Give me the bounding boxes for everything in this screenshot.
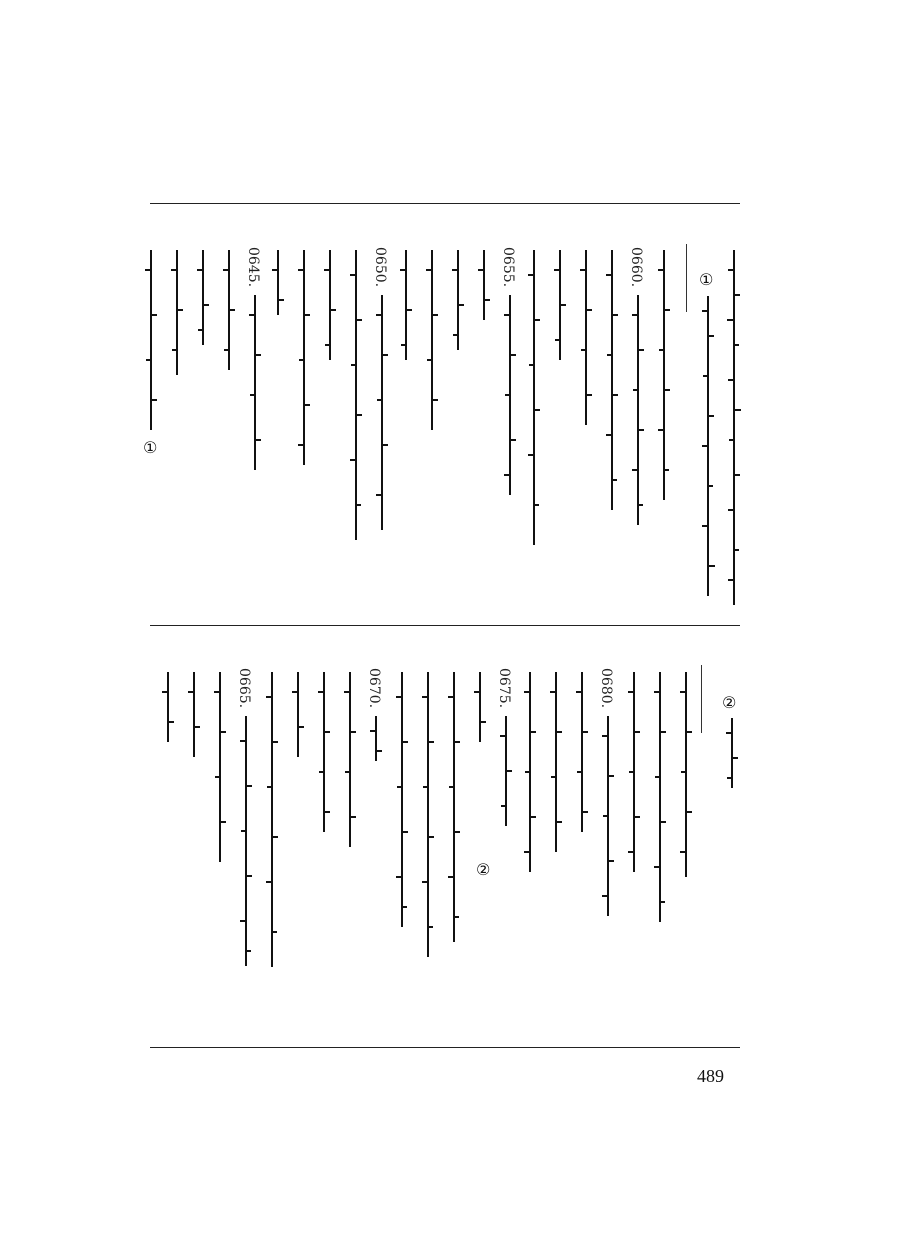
mongolian-text-line xyxy=(598,716,618,916)
mongolian-text-line xyxy=(236,716,256,966)
line-number: 0670. xyxy=(366,668,382,709)
mongolian-text-line xyxy=(448,250,468,350)
mongolian-text-line xyxy=(294,250,314,465)
mongolian-text-line xyxy=(676,672,696,877)
top-rule xyxy=(150,203,740,204)
mongolian-text-line xyxy=(262,672,282,967)
mongolian-text-line xyxy=(392,672,412,927)
mongolian-text-line xyxy=(210,672,230,862)
middle-rule xyxy=(150,625,740,626)
line-number: 0680. xyxy=(598,668,614,709)
mongolian-text-line xyxy=(500,295,520,495)
line-number: 0675. xyxy=(496,668,512,709)
mongolian-text-line xyxy=(245,295,265,470)
mongolian-text-line xyxy=(219,250,239,370)
mongolian-text-line xyxy=(474,250,494,320)
footnote-separator-2 xyxy=(701,665,702,733)
mongolian-text-line xyxy=(193,250,213,345)
mongolian-text-line xyxy=(576,250,596,425)
mongolian-text-line xyxy=(268,250,288,315)
mongolian-text-line xyxy=(470,672,490,742)
mongolian-text-line xyxy=(628,295,648,525)
mongolian-text-line xyxy=(314,672,334,832)
mongolian-text-line xyxy=(496,716,516,826)
footnote-marker: ① xyxy=(699,270,714,289)
mongolian-text-line xyxy=(141,250,161,430)
line-number: 0655. xyxy=(500,247,516,288)
mongolian-text-line xyxy=(520,672,540,872)
mongolian-text-line xyxy=(698,296,718,596)
mongolian-text-line xyxy=(572,672,592,832)
line-number: 0660. xyxy=(628,247,644,288)
mongolian-text-line xyxy=(372,295,392,530)
page-number: 489 xyxy=(697,1066,724,1086)
mongolian-text-line xyxy=(624,672,644,872)
footnote-marker: ② xyxy=(722,693,737,712)
bottom-rule xyxy=(150,1047,740,1048)
mongolian-text-line xyxy=(340,672,360,847)
line-number: 0665. xyxy=(236,668,252,709)
mongolian-text-line xyxy=(422,250,442,430)
mongolian-text-line xyxy=(418,672,438,957)
mongolian-text-line xyxy=(650,672,670,922)
mongolian-text-line xyxy=(602,250,622,510)
mongolian-text-line xyxy=(524,250,544,545)
mongolian-text-line xyxy=(320,250,340,360)
mongolian-text-line xyxy=(366,716,386,761)
mongolian-text-line xyxy=(288,672,308,757)
mongolian-text-line xyxy=(444,672,464,942)
mongolian-text-line xyxy=(550,250,570,360)
mongolian-text-line xyxy=(346,250,366,540)
footnote-separator-1 xyxy=(686,244,687,312)
mongolian-text-line xyxy=(158,672,178,742)
mongolian-text-line xyxy=(167,250,187,375)
footnote-marker: ② xyxy=(476,860,491,879)
line-number: 0645. xyxy=(245,247,261,288)
mongolian-text-line xyxy=(724,250,744,605)
line-number: 0650. xyxy=(372,247,388,288)
mongolian-text-line xyxy=(722,718,742,788)
mongolian-text-line xyxy=(396,250,416,360)
mongolian-text-line xyxy=(184,672,204,757)
mongolian-text-line xyxy=(546,672,566,852)
footnote-marker: ① xyxy=(143,438,158,457)
mongolian-text-line xyxy=(654,250,674,500)
